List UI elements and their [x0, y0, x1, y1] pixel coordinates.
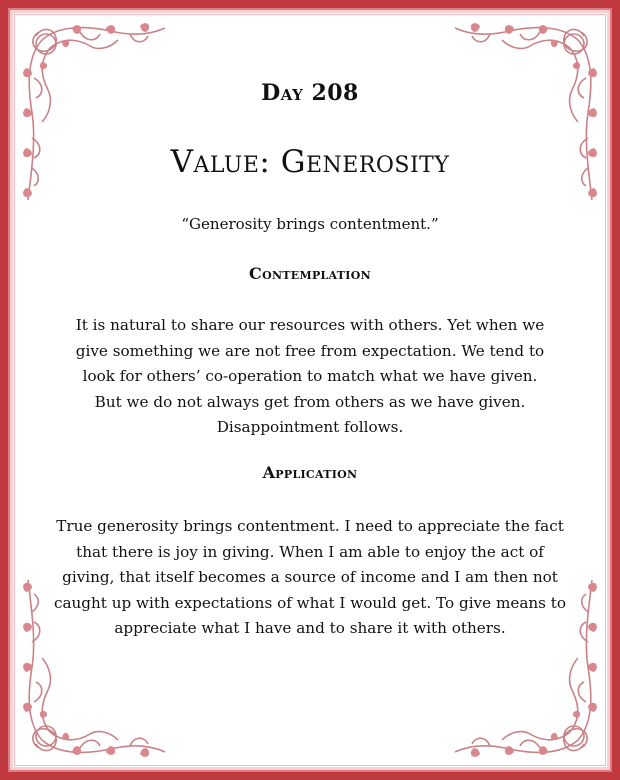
- quote: “Generosity brings contentment.”: [181, 215, 439, 233]
- application-text: True generosity brings contentment. I need to appreciate the fact that there is joy in giving. When I am able to enjoy the act of giving, that itself becomes a source of income and I am then not caught up with expectations of what I would get. To give means to appreciate what I have and to share it with others.: [53, 517, 567, 637]
- value-title: Value: Generosity: [170, 144, 450, 180]
- contemplation-heading: Contemplation: [249, 264, 371, 283]
- page-content: [53, 8, 567, 772]
- contemplation-text: It is natural to share our resources with others. Yet when we give something we are not free from expectation. We tend to look for others’ co-operation to match what we have given. But we do not always get from others as we have given. Disappointment follows.: [75, 316, 545, 436]
- application-heading: Application: [262, 463, 358, 482]
- day-title: Day 208: [261, 80, 359, 106]
